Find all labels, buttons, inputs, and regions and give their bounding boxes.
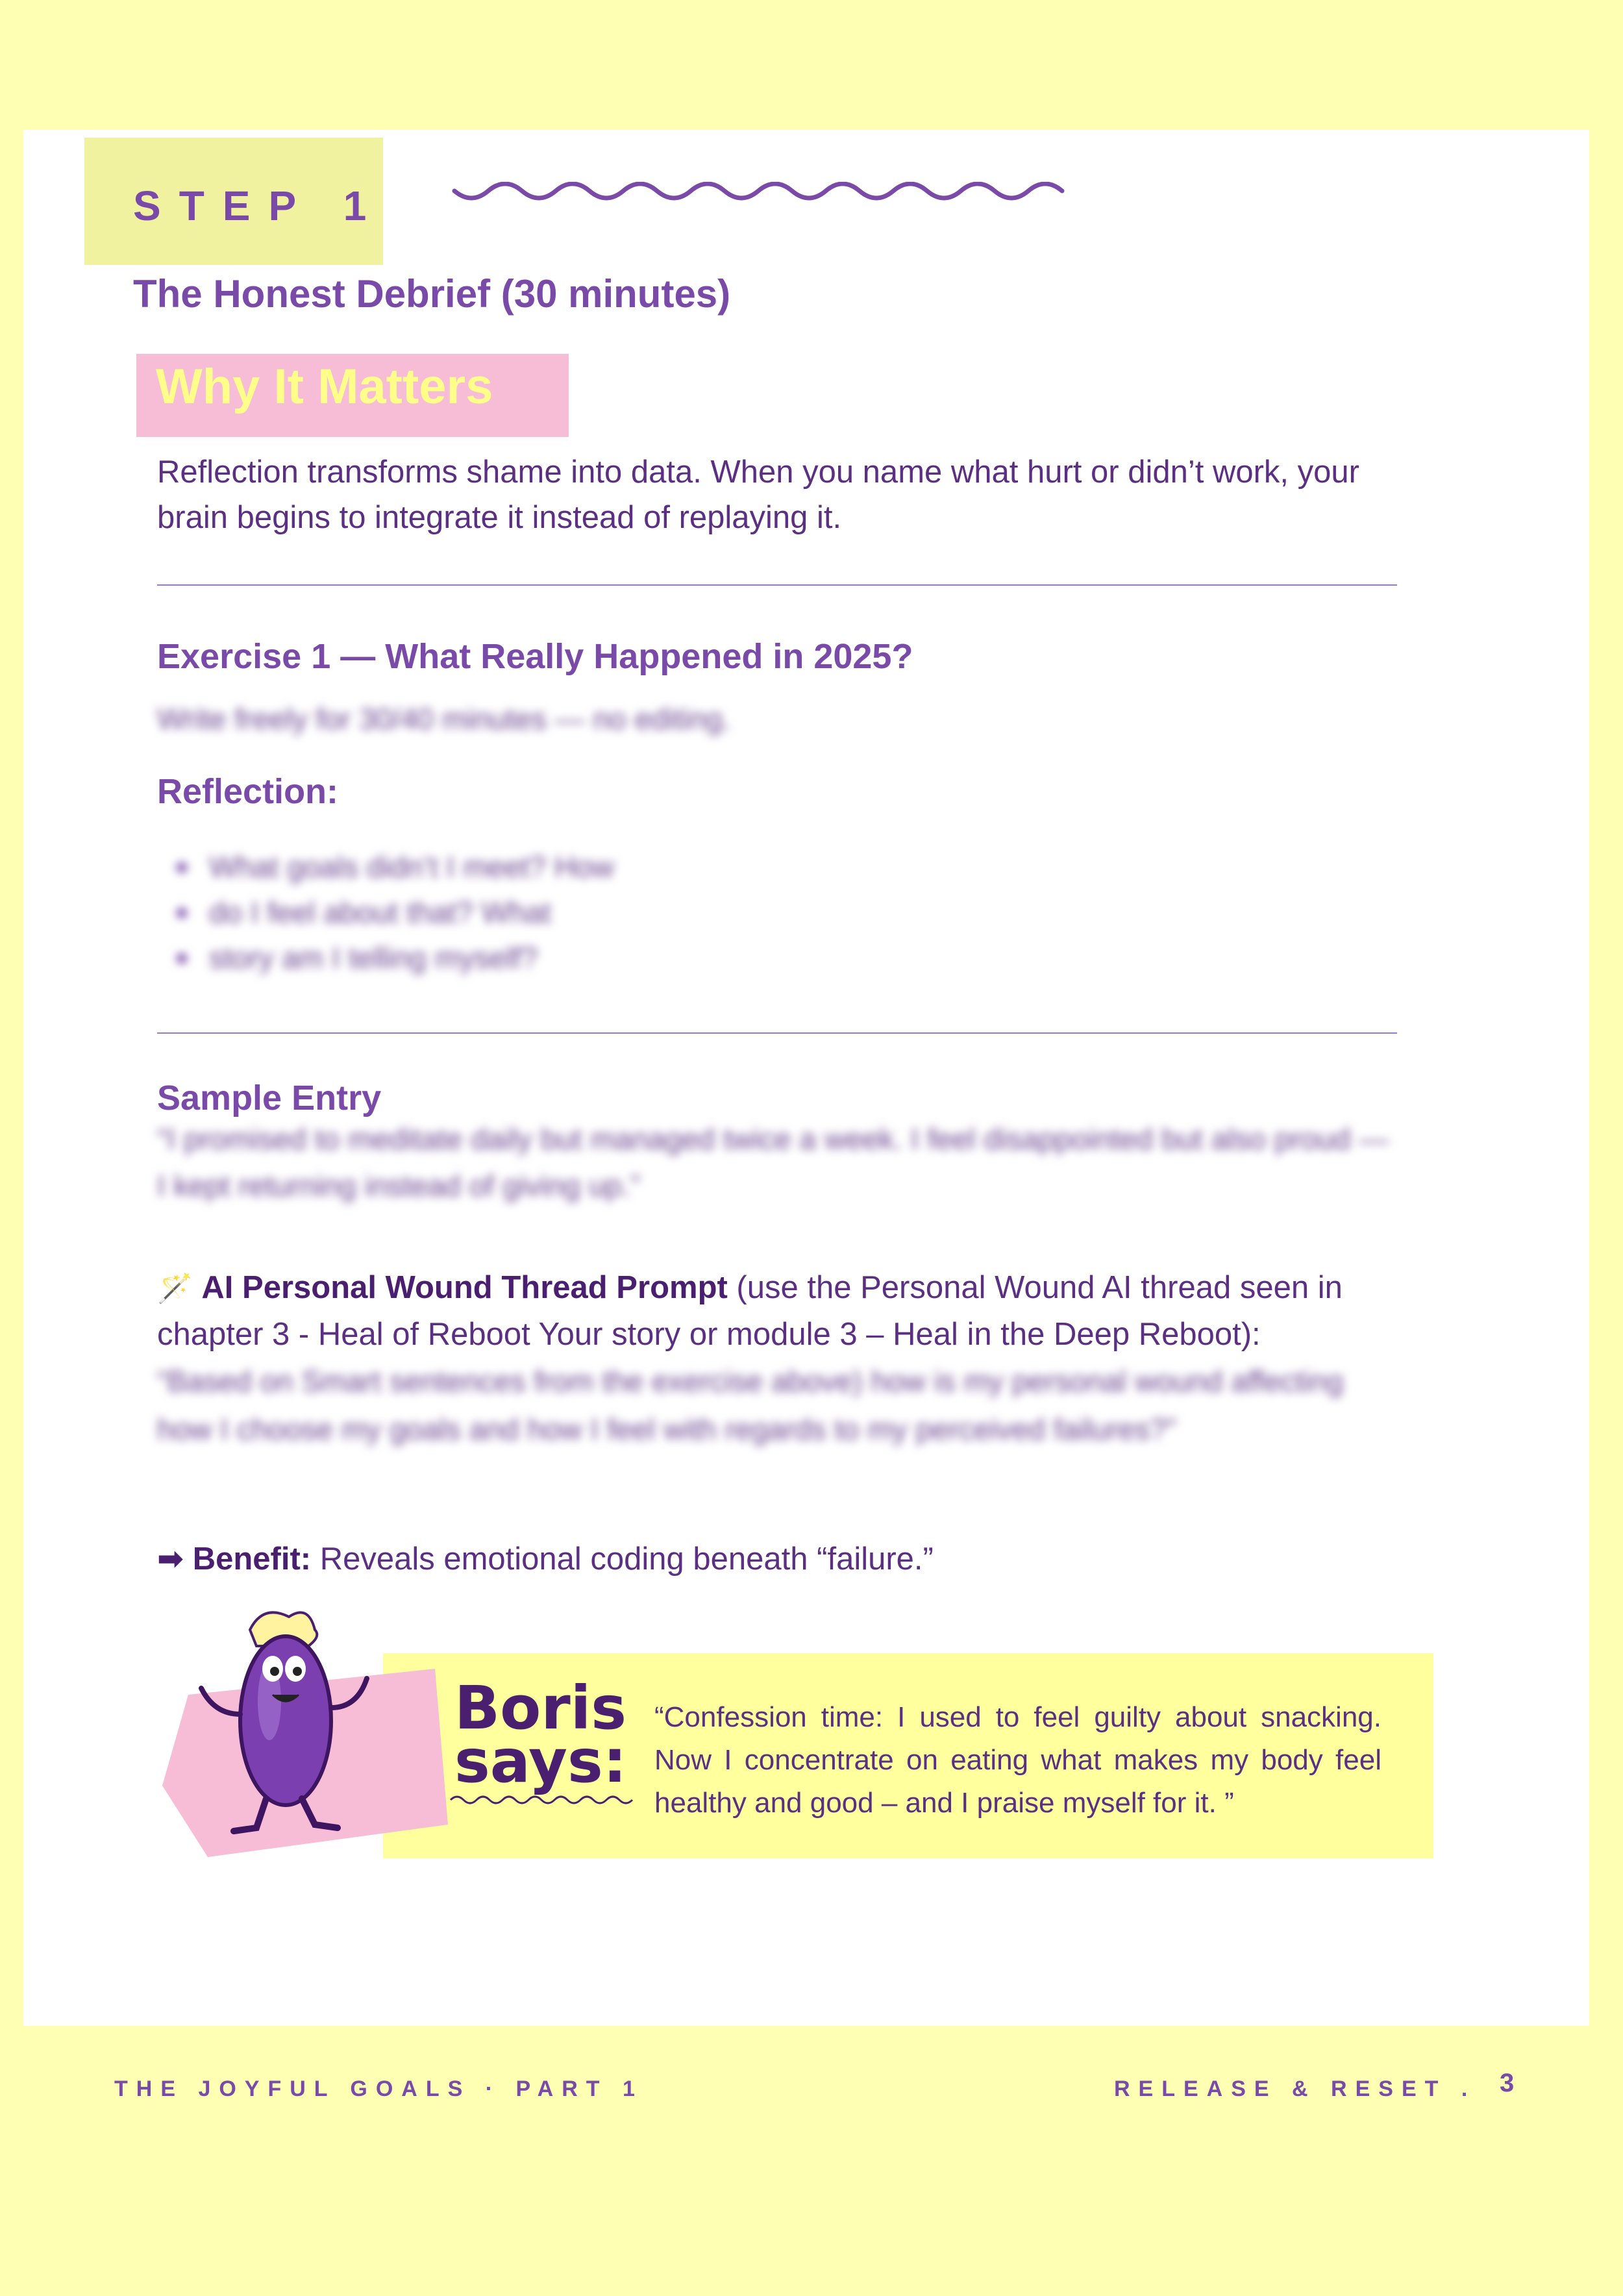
divider	[157, 1032, 1397, 1034]
benefit-text: Reveals emotional coding beneath “failure.”	[311, 1541, 934, 1577]
reflection-list	[170, 844, 614, 980]
sample-text: “I promised to meditate daily but managed twice a week. I feel disappointed but also proud — I kept returning instead of giving up.”	[157, 1122, 1389, 1203]
step-label: STEP 1	[133, 182, 385, 229]
list-item: What goals didn’t I meet? How	[170, 844, 614, 890]
arrow-right-icon: ➡	[157, 1541, 184, 1577]
benefit-label: Benefit:	[192, 1541, 312, 1577]
benefit-line	[157, 1536, 1391, 1582]
boris-says-title	[454, 1673, 627, 1796]
boris-title-line: Boris	[454, 1673, 626, 1743]
boris-title-line: says:	[454, 1727, 627, 1796]
list-item: do I feel about that? What	[170, 890, 614, 935]
list-item: story am I telling myself?	[170, 935, 614, 980]
eggplant-mascot-icon	[188, 1604, 383, 1838]
footer-right: RELEASE & RESET .	[1114, 2077, 1476, 2101]
why-heading: Why It Matters	[156, 359, 493, 414]
sample-title: Sample Entry	[157, 1079, 382, 1117]
boris-quote: “Confession time: I used to feel guilty about snacking. Now I concentrate on eating what makes my body feel healthy and good – and I praise myself for it. ”	[654, 1701, 1381, 1819]
reflection-title: Reflection:	[157, 772, 339, 811]
ai-prompt-label: AI Personal Wound Thread Prompt	[201, 1270, 728, 1305]
ai-prompt-intro	[157, 1265, 1391, 1357]
exercise-title: Exercise 1 — What Really Happened in 2025?	[157, 637, 913, 676]
ai-prompt-text: (use the Personal Wound AI thread seen in chapter 3 - Heal of Reboot Your story or module 3 – Heal in the Deep Reboot):	[157, 1270, 1343, 1352]
step-subtitle: The Honest Debrief (30 minutes)	[133, 272, 731, 316]
ai-prompt-quote: “Based on Smart sentences from the exercise above) how is my personal wound affecting how I choose my goals and how I feel with regards to my perceived failures?”	[157, 1364, 1344, 1446]
footer-left: THE JOYFUL GOALS · PART 1	[114, 2077, 643, 2101]
exercise-description: Write freely for 30/40 minutes — no editing.	[157, 702, 731, 736]
why-body: Reflection transforms shame into data. When you name what hurt or didn’t work, your brain begins to integrate it instead of replaying it.	[157, 455, 1359, 535]
squiggle-underline	[448, 1792, 643, 1808]
wave-decoration	[428, 182, 1117, 214]
page-number: 3	[1500, 2069, 1515, 2097]
magic-wand-icon: 🪄	[157, 1273, 193, 1304]
divider	[157, 584, 1397, 586]
